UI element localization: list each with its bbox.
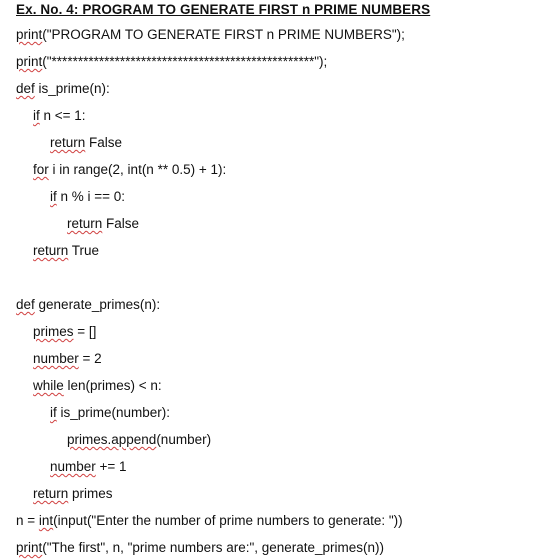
code-token-flagged: return — [33, 486, 69, 501]
code-token-flagged: if — [33, 108, 40, 123]
code-token-flagged: number — [50, 459, 96, 474]
code-line — [33, 378, 162, 394]
code-line — [50, 405, 170, 421]
code-token-flagged: def — [16, 81, 35, 96]
code-token: n <= 1: — [39, 108, 86, 123]
code-line — [67, 216, 139, 232]
code-token-flagged: primes — [33, 324, 74, 339]
code-token-flagged: if — [50, 189, 57, 204]
code-line — [50, 189, 125, 205]
code-token: False — [102, 216, 140, 231]
code-token: is_prime(n): — [34, 81, 110, 96]
code-token-flagged: return — [50, 135, 86, 150]
code-token: ("PROGRAM TO GENERATE FIRST n PRIME NUMBERS"); — [42, 27, 405, 42]
code-token-flagged: int — [38, 513, 54, 528]
page-title: Ex. No. 4: PROGRAM TO GENERATE FIRST n PRIME NUMBERS — [16, 2, 431, 17]
code-token: = 2 — [78, 351, 102, 366]
code-line — [16, 81, 110, 97]
code-line — [50, 459, 127, 475]
code-token: i in range(2, int(n ** 0.5) + 1): — [48, 162, 227, 177]
code-line — [33, 243, 99, 259]
code-token: primes — [68, 486, 113, 501]
code-line — [33, 108, 86, 124]
code-token-flagged: primes.append — [67, 432, 157, 447]
code-token: len(primes) < n: — [63, 378, 162, 393]
code-token-flagged: print — [16, 54, 43, 69]
code-token: (number) — [156, 432, 212, 447]
code-token: n % i == 0: — [56, 189, 126, 204]
code-token-flagged: return — [33, 243, 69, 258]
code-token: n = — [16, 513, 39, 528]
code-token-flagged: return — [67, 216, 103, 231]
code-token: ("The first", n, "prime numbers are:", generate_primes(n)) — [42, 540, 385, 555]
code-token: generate_primes(n): — [34, 297, 161, 312]
code-line — [67, 432, 211, 448]
code-line — [16, 513, 403, 529]
code-token-flagged: number — [33, 351, 79, 366]
code-token-flagged: def — [16, 297, 35, 312]
code-line — [16, 54, 327, 70]
code-line — [33, 324, 96, 340]
code-token: (input("Enter the number of prime numbers to generate: ")) — [53, 513, 403, 528]
code-line — [33, 351, 102, 367]
code-line — [33, 162, 226, 178]
code-line — [16, 27, 405, 43]
code-token: += 1 — [95, 459, 127, 474]
code-token-flagged: print — [16, 540, 43, 555]
code-line — [16, 540, 384, 556]
code-token: True — [68, 243, 100, 258]
code-token: = [] — [73, 324, 97, 339]
code-token: ("**************************************************"); — [42, 54, 328, 69]
code-token-flagged: print — [16, 27, 43, 42]
code-line — [16, 297, 160, 313]
code-token-flagged: while — [33, 378, 64, 393]
code-token: False — [85, 135, 123, 150]
code-line — [50, 135, 122, 151]
code-token: is_prime(number): — [56, 405, 171, 420]
code-token-flagged: if — [50, 405, 57, 420]
code-token-flagged: for — [33, 162, 49, 177]
code-line — [33, 486, 113, 502]
